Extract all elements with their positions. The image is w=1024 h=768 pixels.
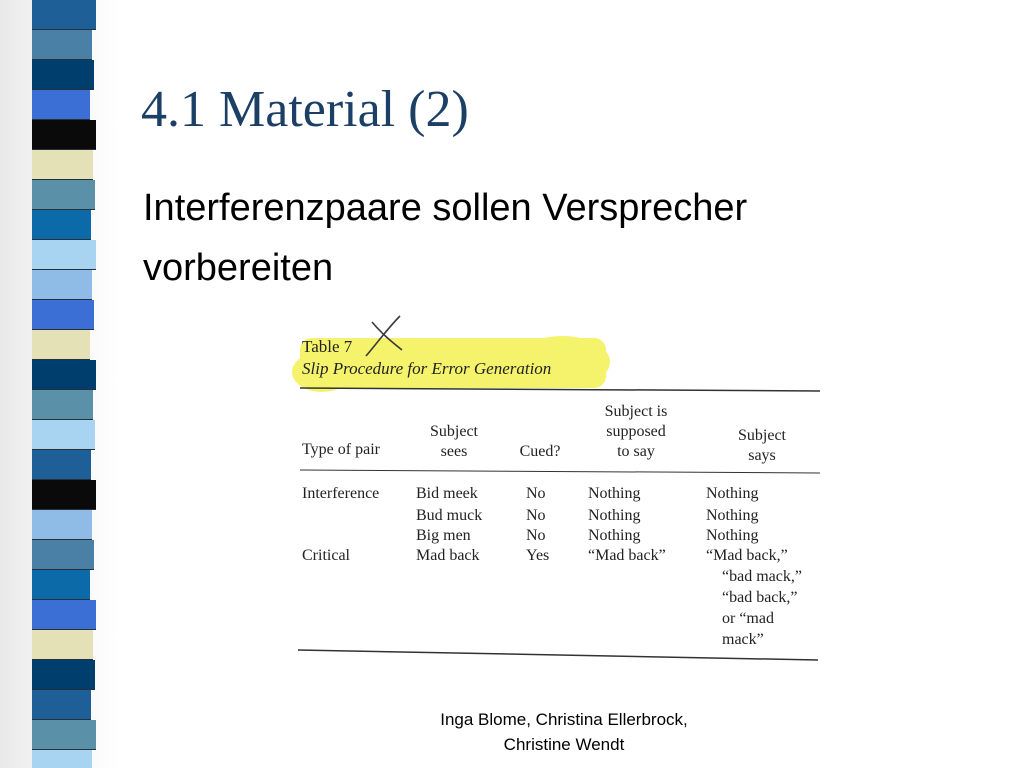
stripe-segment (32, 720, 96, 750)
table-header-row (302, 403, 787, 464)
table-rule-top (300, 388, 820, 391)
table-number: Table 7 (302, 337, 353, 356)
table-rule-header (300, 470, 820, 473)
header-suppose: supposed (606, 423, 666, 440)
header-type: Type of pair (302, 441, 380, 458)
cell-subject-says: mack” (722, 631, 764, 648)
cell-subject-says: “bad mack,” (722, 568, 802, 585)
stripe-segment (32, 180, 95, 210)
stripe-segment (32, 300, 94, 330)
slide-subtitle: Interferenzpaare sollen Versprecher vorbereiten (143, 187, 748, 289)
cell-subject-sees: Big men (416, 527, 471, 544)
stripe-bars (32, 0, 96, 768)
stripe-segment (32, 360, 96, 390)
stripe-segment (32, 30, 92, 60)
cell-subject-says: “bad back,” (722, 589, 798, 606)
cell-subject-says: Nothing (706, 485, 759, 502)
stripe-segment (32, 210, 91, 240)
cell-supposed-to-say: “Mad back” (588, 547, 666, 564)
footer-authors-line-2: Christine Wendt (503, 735, 625, 754)
stripe-segment (32, 450, 91, 480)
cell-subject-says: “Mad back,” (706, 547, 788, 564)
cell-supposed-to-say: Nothing (588, 485, 641, 502)
stripe-segment (32, 690, 91, 720)
stripe-segment (32, 570, 90, 600)
slide-footer (412, 707, 716, 757)
cell-supposed-to-say: Nothing (588, 527, 641, 544)
header-suppose: Subject is (604, 403, 668, 420)
stripe-segment (32, 540, 94, 570)
cell-type: Interference (302, 485, 380, 502)
cell-subject-says: Nothing (706, 507, 759, 524)
stripe-segment (32, 120, 96, 150)
stripe-segment (32, 90, 90, 120)
stripe-segment (32, 630, 93, 660)
stripe-segment (32, 240, 96, 270)
table-body (302, 485, 802, 648)
cell-subject-sees: Bud muck (416, 507, 483, 524)
stripe-segment (32, 510, 92, 540)
stripe-segment (32, 480, 96, 510)
cell-cued: No (526, 485, 546, 502)
header-sees: sees (440, 443, 468, 460)
cell-cued: Yes (526, 547, 550, 564)
cell-cued: No (526, 527, 546, 544)
header-says: Subject (738, 427, 786, 444)
table-rule-bottom (298, 650, 818, 660)
table-caption: Slip Procedure for Error Generation (302, 359, 552, 378)
footer-authors-line-1: Inga Blome, Christina Ellerbrock, (440, 710, 688, 729)
cell-cued: No (526, 507, 546, 524)
stripe-segment (32, 600, 96, 630)
slide-title: 4.1 Material (2) (141, 81, 469, 138)
stripe-segment (32, 0, 96, 30)
cell-supposed-to-say: Nothing (588, 507, 641, 524)
stripe-segment (32, 150, 93, 180)
cell-subject-sees: Bid meek (416, 485, 478, 502)
header-says: says (748, 447, 776, 464)
header-sees: Subject (430, 423, 478, 440)
header-suppose: to say (617, 443, 655, 460)
cell-subject-says: or “mad (722, 610, 774, 627)
cell-subject-sees: Mad back (416, 547, 480, 564)
cell-type: Critical (302, 547, 350, 564)
stripe-segment (32, 750, 92, 768)
stripe-segment (32, 330, 90, 360)
stripe-segment (32, 390, 93, 420)
stripe-segment (32, 60, 94, 90)
stripe-segment (32, 270, 92, 300)
header-cued: Cued? (519, 443, 561, 460)
decorative-side-strip (0, 0, 120, 768)
stripe-segment (32, 660, 95, 690)
cell-subject-says: Nothing (706, 527, 759, 544)
scanned-table-image (292, 312, 832, 672)
stripe-segment (32, 420, 95, 450)
